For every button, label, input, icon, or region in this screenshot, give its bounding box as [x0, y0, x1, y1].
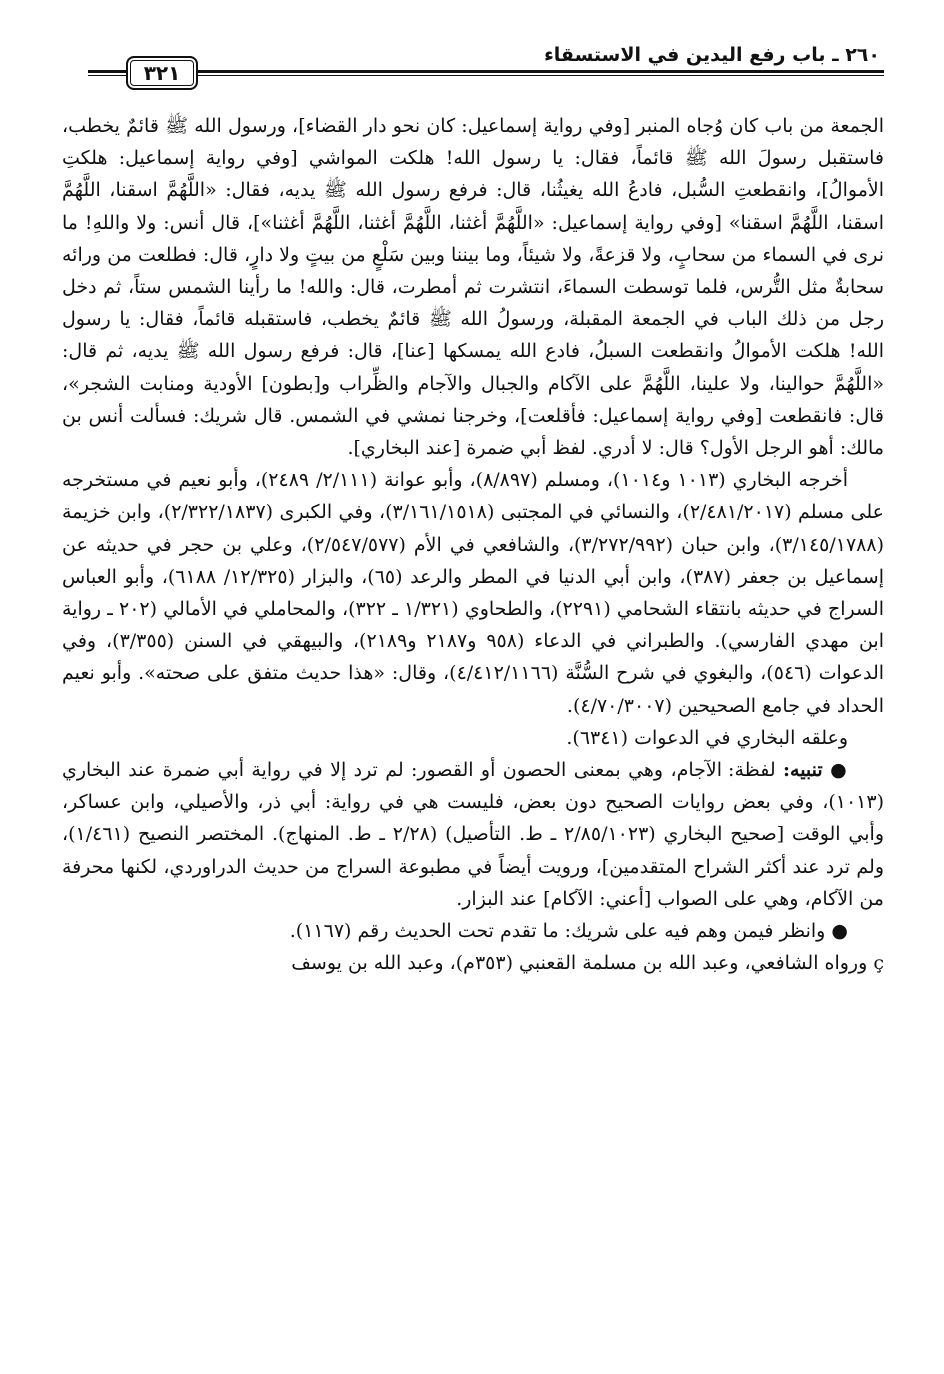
tanbih-paragraph: [62, 754, 884, 915]
tanbih-text: لفظة: الآجام، وهي بمعنى الحصون أو القصور: لم ترد إلا في رواية أبي ضمرة عند البخاري (١٠١٣)، وفي بعض روايات الصحيح دون بعض، فليست هي في رواية: أبي ذر، والأصيلي، وابن عساكر، وأبي الوقت [صحيح البخاري (٢/٨٥/١٠٢٣ ـ ط. التأصيل) (٢/٢٨ ـ ط. المنهاج). المختصر النصيح (١/٤٦١)، ولم ترد عند أكثر الشراح المتقدمين]، ورويت أيضاً في مطبوعة السراج من حديث الدراوردي، لكنها محرفة من الآكام، وهي على الصواب [أعني: الآكام] عند البزار.: [62, 759, 884, 910]
header-rule: [88, 70, 884, 73]
page-number: ٣٢١: [143, 61, 181, 85]
page-number-badge: [126, 56, 198, 90]
chapter-title: ٢٦٠ ـ باب رفع اليدين في الاستسقاء: [544, 44, 880, 66]
tanbih-label: تنبيه:: [783, 759, 823, 782]
page-body: [62, 110, 884, 979]
section-marker-icon: ç: [873, 952, 884, 975]
bullet-icon: ●: [830, 759, 848, 782]
next-paragraph: [62, 947, 884, 979]
hadith-text: الجمعة من باب كان وُجاه المنبر [وفي رواية إسماعيل: كان نحو دار القضاء]، ورسول الله ﷺ قائمٌ يخطب، فاستقبل رسولَ الله ﷺ قائماً، فقال: يا رسول الله! هلكت المواشي [وفي رواية إسماعيل: هلكتِ الأموالُ]، وانقطعتِ السُّبل، فادعُ الله يغيثُنا، قال: فرفع رسول الله ﷺ يديه، فقال: «اللَّهُمَّ اسقنا، اللَّهُمَّ اسقنا، اللَّهُمَّ اسقنا» [وفي رواية إسماعيل: «اللَّهُمَّ أغثنا، اللَّهُمَّ أغثنا، اللَّهُمَّ أغثنا»]، قال أنس: ولا واللهِ! ما نرى في السماء من سحابٍ، ولا قزعةً، ولا شيئاً، وما بيننا وبين سَلْعٍ من بيتٍ ولا دارٍ، قال: فطلعت من ورائه سحابةٌ مثل التُّرس، فلما توسطت السماءَ، انتشرت ثم أمطرت، قال: والله! ما رأينا الشمس ستاً، ثم دخل رجل من ذلك الباب في الجمعة المقبلة، ورسولُ الله ﷺ قائمٌ يخطب، فاستقبله قائماً، فقال: يا رسول الله! هلكت الأموالُ وانقطعت السبلُ، فادع الله يمسكها [عنا]، قال: فرفع رسول الله ﷺ يديه، ثم قال: «اللَّهُمَّ حوالينا، ولا علينا، اللَّهُمَّ على الآكام والجبال والآجام والظِّراب و[بطون] الأودية ومنابت الشجر»، قال: فانقطعت [وفي رواية إسماعيل: فأقلعت]، وخرجنا نمشي في الشمس. قال شريك: فسألت أنس بن مالك: أهو الرجل الأول؟ قال: لا أدري. لفظ أبي ضمرة [عند البخاري].: [62, 115, 884, 460]
takhrij-paragraph: أخرجه البخاري (١٠١٣ و١٠١٤)، ومسلم (٨/٨٩٧)، وأبو عوانة (٢/١١١/ ٢٤٨٩)، وأبو نعيم في مستخرجه على مسلم (٢/٤٨١/٢٠١٧)، والنسائي في المجتبى (٣/١٦١/١٥١٨)، وفي الكبرى (٢/٣٢٢/١٨٣٧)، وابن خزيمة (٣/١٤٥/١٧٨٨)، وابن حبان (٣/٢٧٢/٩٩٢)، والشافعي في الأم (٢/٥٤٧/٥٧٧)، وعلي بن حجر في حديثه عن إسماعيل بن جعفر (٣٨٧)، وابن أبي الدنيا في المطر والرعد (٦٥)، والبزار (١٢/٣٢٥/ ٦١٨٨)، وأبو العباس السراج في حديثه بانتقاء الشحامي (٢٢٩١)، والطحاوي (١/٣٢١ ـ ٣٢٢)، والمحاملي في الأمالي (٢٠٢ ـ رواية ابن مهدي الفارسي). والطبراني في الدعاء (٩٥٨ و٢١٨٧ و٢١٨٩)، والبيهقي في السنن (٣/٣٥٥)، وفي الدعوات (٥٤٦)، والبغوي في شرح السُّنَّة (٤/٤١٢/١١٦٦)، وقال: «هذا حديث متفق على صحته». وأبو نعيم الحداد في جامع الصحيحين (٤/٧٠/٣٠٠٧).: [62, 469, 885, 717]
see-also-paragraph: [62, 915, 884, 947]
see-also-text: وانظر فيمن وهم فيه على شريك: ما تقدم تحت الحديث رقم (١١٦٧).: [289, 920, 826, 943]
next-paragraph-text: ورواه الشافعي، وعبد الله بن مسلمة القعنبي (٣٥٣م)، وعبد الله بن يوسف: [291, 952, 868, 975]
taliq-paragraph: وعلقه البخاري في الدعوات (٦٣٤١).: [566, 726, 848, 749]
bullet-icon: ●: [831, 920, 848, 943]
